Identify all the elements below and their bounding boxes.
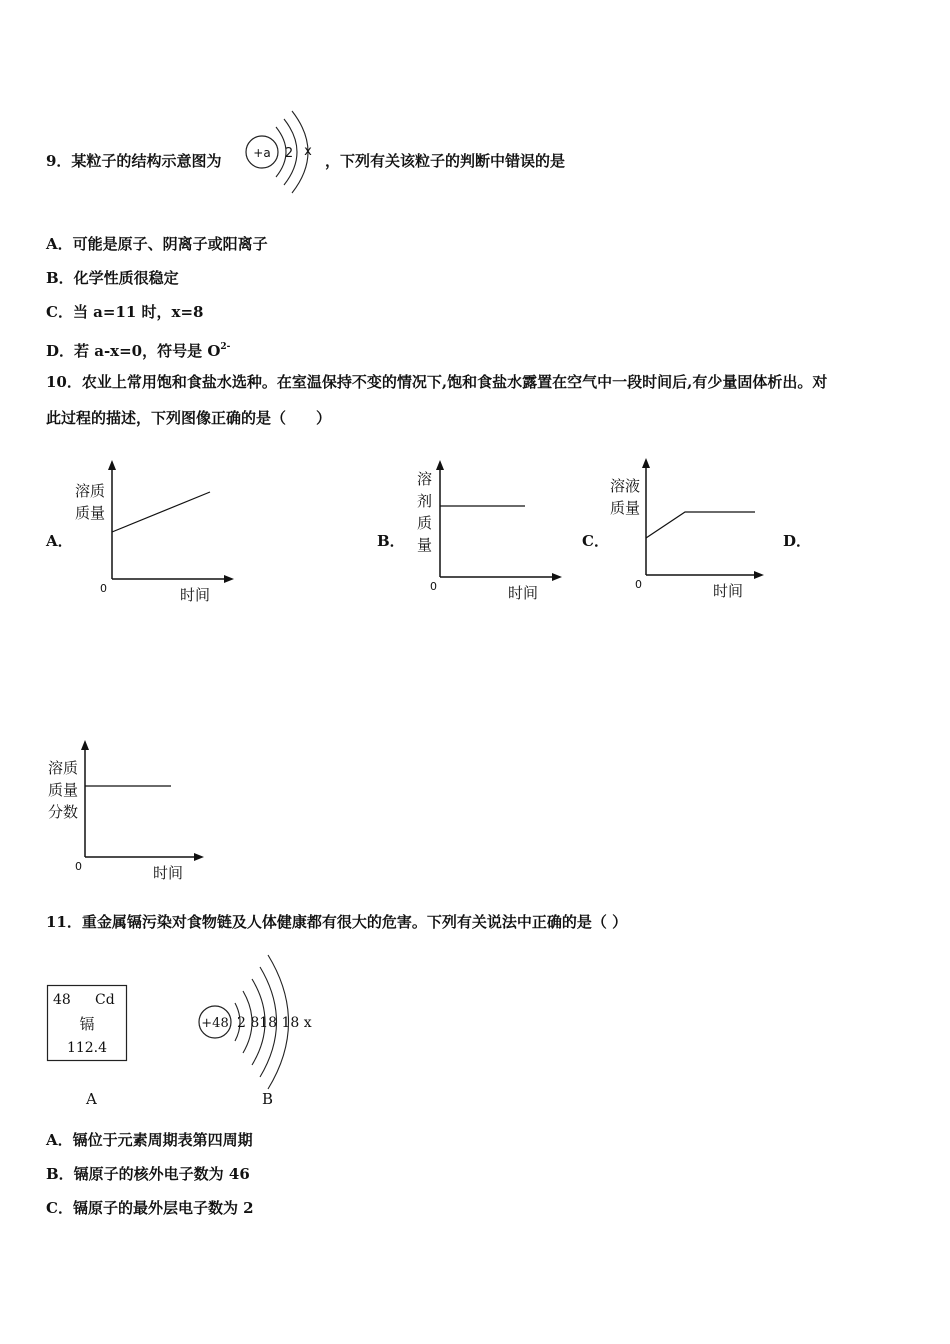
q11-stem: 11．重金属镉污染对食物链及人体健康都有很大的危害。下列有关说法中正确的是（ ） — [46, 913, 628, 931]
q10-graph-b-xlabel: 时间 — [508, 584, 539, 602]
q11-atom-diagram — [195, 945, 320, 1095]
q10-graph-d-ylabel2: 质量 — [48, 781, 79, 799]
q10-graph-a-origin: 0 — [100, 582, 107, 595]
q10-graph-d-xlabel: 时间 — [153, 864, 184, 882]
q10-graph-b-ylabel3: 质 — [417, 514, 433, 532]
q10-graph-d-ylabel3: 分数 — [48, 803, 79, 821]
q11-element-symbol: Cd — [95, 992, 115, 1008]
q9-option-d-superscript: 2- — [220, 342, 231, 352]
q9-option-b: B．化学性质很稳定 — [46, 269, 179, 287]
q9-option-a: A．可能是原子、阴离子或阳离子 — [46, 235, 268, 253]
q11-atomic-number: 48 — [53, 992, 71, 1008]
q11-option-b: B．镉原子的核外电子数为 46 — [46, 1165, 250, 1183]
q10-graph-b-ylabel1: 溶 — [417, 470, 433, 488]
q10-option-d-label: D． — [783, 532, 812, 550]
q9-option-d — [46, 337, 230, 361]
q9-nucleus-charge: +a — [253, 146, 271, 160]
q10-option-a-label: A． — [46, 532, 73, 550]
q10-graph-a-xlabel: 时间 — [180, 586, 211, 604]
q11-shell-electrons: 2 818 18 x — [237, 1015, 312, 1031]
q10-graph-c-xlabel: 时间 — [713, 582, 744, 600]
q10-graph-d-ylabel1: 溶质 — [48, 759, 79, 777]
q11-nucleus-charge: +48 — [201, 1016, 229, 1031]
q10-graph-b-ylabel4: 量 — [417, 536, 433, 554]
q11-figure-a-label: A — [86, 1090, 97, 1108]
q11-option-c: C．镉原子的最外层电子数为 2 — [46, 1199, 254, 1217]
q11-atomic-mass: 112.4 — [66, 1040, 108, 1056]
q10-stem-line1: 10．农业上常用饱和食盐水选种。在室温保持不变的情况下,饱和食盐水露置在空气中一段时间后,有少量固体析出。对 — [46, 373, 828, 391]
q10-graph-b — [410, 460, 570, 605]
q10-graph-d — [45, 740, 215, 885]
q11-option-a: A．镉位于元素周期表第四周期 — [46, 1131, 253, 1149]
q10-graph-d-origin: 0 — [75, 860, 82, 873]
q10-graph-c-origin: 0 — [635, 578, 642, 591]
q10-option-b-label: B． — [377, 532, 405, 550]
q9-stem-suffix: ，下列有关该粒子的判断中错误的是 — [325, 152, 566, 170]
q10-graph-c-ylabel2: 质量 — [610, 499, 641, 517]
q10-graph-a — [70, 460, 240, 605]
q10-graph-b-origin: 0 — [430, 580, 437, 593]
q10-stem-line2: 此过程的描述，下列图像正确的是（ ） — [46, 409, 332, 427]
q9-option-d-text: D．若 a-x=0，符号是 O — [46, 342, 221, 360]
q9-shell1-electrons: 2 — [284, 146, 294, 161]
q10-graph-a-ylabel1: 溶质 — [75, 482, 106, 500]
q10-graph-a-line — [112, 492, 210, 532]
q10-graph-c — [605, 458, 775, 603]
q11-element-card — [47, 985, 129, 1063]
q11-figure-b-label: B — [262, 1090, 274, 1108]
q9-option-c: C．当 a=11 时，x=8 — [46, 303, 204, 321]
q9-stem-prefix: 9．某粒子的结构示意图为 — [46, 152, 222, 170]
q10-graph-b-ylabel2: 剂 — [417, 492, 433, 510]
q11-element-name: 镉 — [79, 1015, 95, 1033]
q9-shell2-electrons: x — [304, 144, 312, 159]
q10-graph-a-ylabel2: 质量 — [75, 504, 106, 522]
q10-option-c-label: C． — [582, 532, 609, 550]
q10-graph-c-ylabel1: 溶液 — [610, 477, 641, 495]
q10-graph-c-line — [646, 512, 755, 538]
q9-particle-diagram — [240, 105, 330, 195]
